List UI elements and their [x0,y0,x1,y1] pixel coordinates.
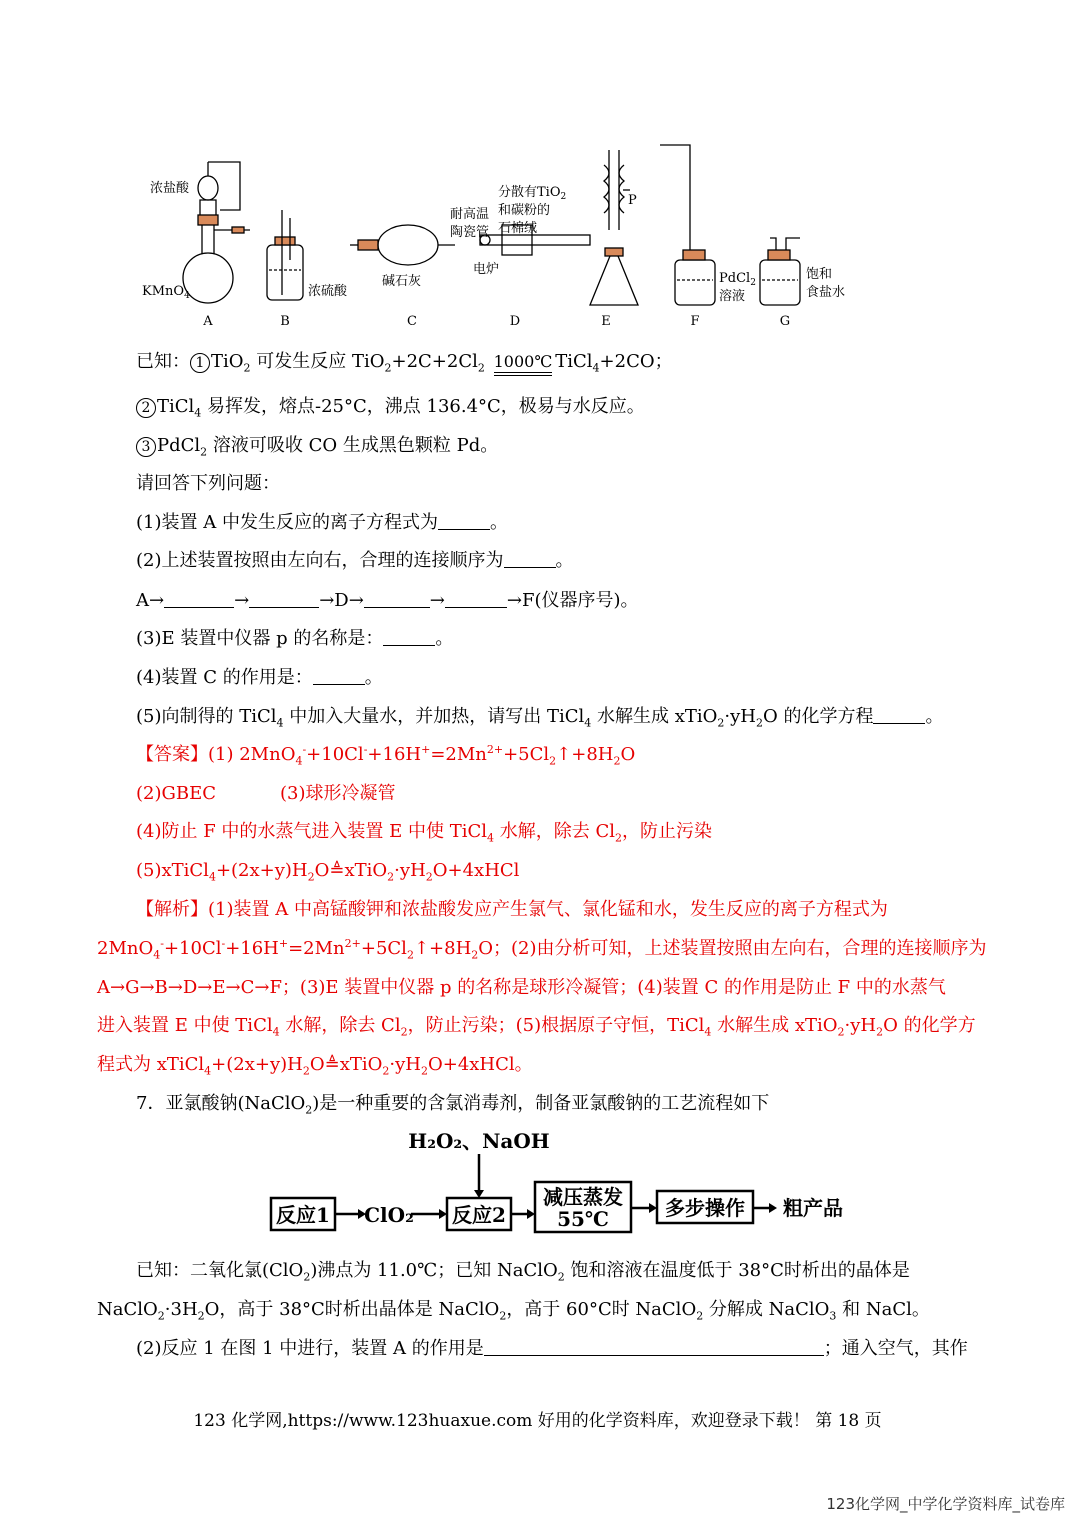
question-2: (2)上述装置按照由左向右，合理的连接顺序为 。 [136,550,574,571]
label-tio2-3: 石棉绒 [498,221,538,236]
known-2: 2 TiCl$_4$ 易挥发，熔点-25°C，沸点 136.4°C，极易与水反应。 [136,395,645,419]
apparatus-figure [130,130,890,335]
flow-reaction-2: 反应2 [452,1203,506,1227]
answer-2-3: (2)GBEC (3)球形冷凝管 [136,783,396,804]
circle-number: 2 [136,398,156,418]
watermark: 123化学网_中学化学资料库_试卷库 [826,1495,1065,1513]
answer-5: $(5)xTiCl_4+(2x+y)H_2O≜xTiO_2\cdot yH_2O+4xHCl$ [136,860,520,884]
circle-number: 1 [190,353,210,373]
known-3: 3 PdCl$_2$ 溶液可吸收 CO 生成黑色颗粒 Pd。 [136,434,498,458]
label-tube-2: 陶瓷管 [450,225,490,240]
flow-multistep: 多步操作 [665,1196,745,1220]
known-1: 已知： 1 TiO$_2$ 可发生反应 $TiO_2+2C+2Cl_2$ 1000℃ TiCl$_4$+2CO； [136,351,673,375]
question-1: (1)装置 A 中发生反应的离子方程式为 。 [136,512,508,533]
label-hcl: 浓盐酸 [150,181,190,196]
answer-blank[interactable] [164,589,234,608]
analysis-4: 进入装置 E 中使 TiCl$_4$ 水解，除去 $Cl_2$，防止污染；(5)根据原子守恒，TiCl$_4$ 水解生成 $xTiO_2\cdot yH_2O$ 的化学方 [97,1015,976,1039]
flow-evaporate: 减压蒸发 [543,1185,623,1209]
answer-blank[interactable] [364,589,430,608]
answer-blank[interactable] [873,705,925,724]
q7-question-2: (2)反应 1 在图 1 中进行，装置 A 的作用是 ；通入空气，其作 [136,1338,968,1359]
letter-e: E [601,314,611,329]
q7-known-1: 已知：二氧化氯(ClO$_2$)沸点为 11.0℃；已知 NaClO$_2$ 饱和溶液在温度低于 38°C时析出的晶体是 [136,1260,910,1284]
answer-blank[interactable] [313,666,365,685]
label-furnace: 电炉 [473,262,500,277]
flow-product: 粗产品 [783,1196,843,1220]
q7-known-2: $NaClO_2\cdot 3H_2O$，高于 38°C时析出晶体是 NaClO$_2$，高于 60°C时 NaClO$_2$ 分解成 NaClO$_3$ 和 NaCl。 [97,1299,930,1323]
process-flow-diagram [265,1128,850,1240]
letter-d: D [509,314,521,329]
label-sodalime: 碱石灰 [382,274,422,289]
question-3: (3)E 装置中仪器 p 的名称是： 。 [136,628,454,649]
questions-prompt: 请回答下列问题： [136,473,280,494]
reaction-condition: 1000℃ [491,353,556,376]
flow-reagents: H₂O₂、NaOH [408,1129,550,1153]
label-kmno4: KMnO$_4$ [142,284,190,301]
letter-g: G [779,314,791,329]
page-footer: 123 化学网,https://www.123huaxue.com 好用的化学资料库，欢迎登录下载！ 第 18 页 [193,1411,882,1431]
question-5: (5)向制得的 TiCl$_4$ 中加入大量水，并加热，请写出 TiCl$_4$ 水解生成 $xTiO_2\cdot yH_2O$ 的化学方程 。 [136,706,944,730]
circle-number: 3 [136,437,156,457]
analysis-1: 【解析】(1)装置 A 中高锰酸钾和浓盐酸发应产生氯气、氯化锰和水，发生反应的离子方程式为 [136,899,888,920]
flow-clo2: ClO₂ [364,1203,414,1227]
answer-blank[interactable] [249,589,319,608]
analysis-tag: 【解析】 [136,899,208,920]
flow-temperature: 55℃ [557,1207,609,1231]
question-4: (4)装置 C 的作用是： 。 [136,667,383,688]
answer-4: (4)防止 F 中的水蒸气进入装置 E 中使 TiCl$_4$ 水解，除去 $Cl_2$，防止污染 [136,821,713,845]
label-brine-1: 饱和 [806,267,833,282]
flow-reaction-1: 反应1 [276,1203,330,1227]
answer-tag: 【答案】 [136,744,208,765]
label-brine-2: 食盐水 [806,285,846,300]
label-tio2-2: 和碳粉的 [498,203,551,218]
letter-f: F [690,314,700,329]
answer-blank[interactable] [383,627,435,646]
label-h2so4: 浓硫酸 [308,284,348,299]
label-p: P [628,193,637,208]
letter-c: C [407,314,417,329]
label-pdcl2-2: 溶液 [719,289,746,304]
answer-blank[interactable] [484,1337,824,1356]
answer-blank[interactable] [504,549,556,568]
answer-1: 【答案】(1) $2MnO_4^-+10Cl^-+16H^+=2Mn^{2+}+5Cl_2↑+8H_2O$ [136,743,636,768]
analysis-3: A→G→B→D→E→C→F；(3)E 装置中仪器 p 的名称是球形冷凝管；(4)装置 C 的作用是防止 F 中的水蒸气 [97,977,946,998]
label-tube-1: 耐高温 [450,207,490,222]
answer-blank[interactable] [445,589,507,608]
analysis-2: $2MnO_4^-+10Cl^-+16H^+=2Mn^{2+}+5Cl_2↑+8H_2O$；(2)由分析可知，上述装置按照由左向右，合理的连接顺序为 [97,937,987,962]
letter-a: A [203,314,213,329]
letter-b: B [280,314,290,329]
label-tio2-1: 分散有TiO$_2$ [498,185,567,202]
label-pdcl2-1: PdCl$_2$ [719,271,756,288]
analysis-5: 程式为 $xTiCl_4+(2x+y)H_2O≜xTiO_2\cdot yH_2O+4xHCl$。 [97,1054,533,1078]
answer-blank[interactable] [438,511,490,530]
question-2-order: A→ → →D→ → →F(仪器序号)。 [136,590,639,611]
question-7-title: 7．亚氯酸钠(NaClO$_2$)是一种重要的含氯消毒剂，制备亚氯酸钠的工艺流程如下 [136,1093,770,1117]
